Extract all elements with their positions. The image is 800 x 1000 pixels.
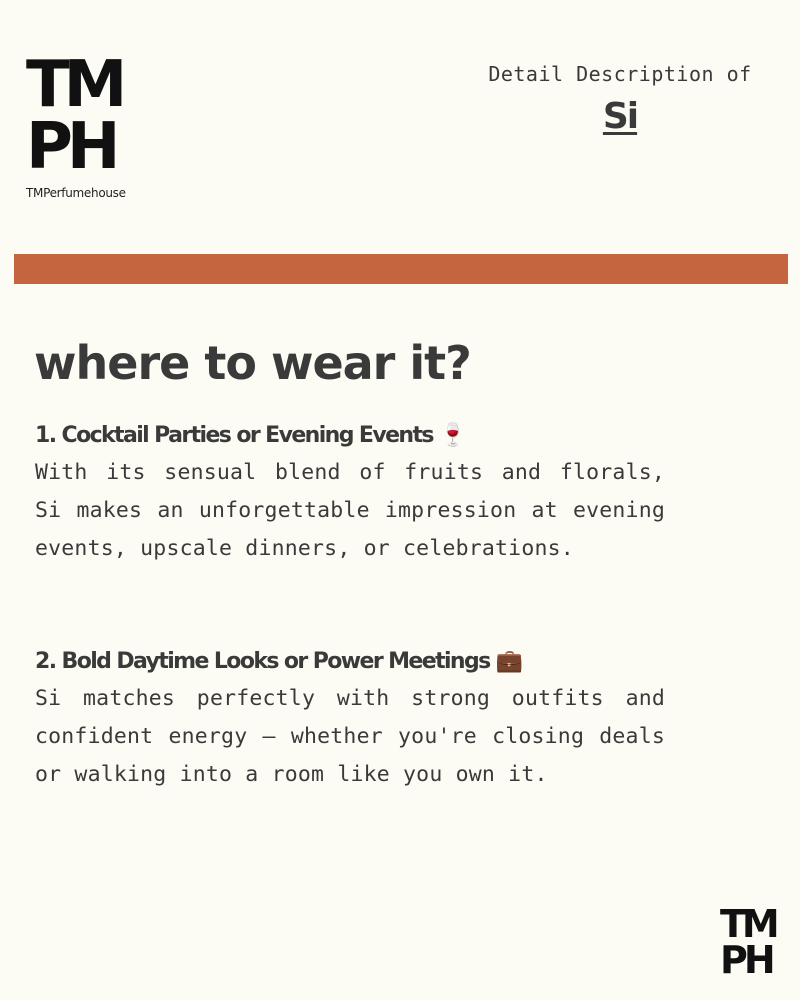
logo-line-1: TM (26, 48, 122, 122)
footer-logo-line-1: TM (720, 902, 776, 946)
footer-logo (720, 902, 786, 982)
brand-caption: TMPerfumehouse (26, 186, 126, 200)
detail-label: Detail Description of (488, 62, 752, 86)
wine-glass-icon: 🍷 (438, 423, 467, 448)
occasion-item (35, 646, 665, 794)
product-name: Si (602, 96, 638, 137)
occasion-title-text: 1. Cocktail Parties or Evening Events (35, 423, 433, 448)
brand-logo (26, 48, 140, 200)
occasion-description: With its sensual blend of fruits and florals, Si makes an unforgettable impression at evening events, upscale dinners, or celebrations. (35, 460, 665, 561)
occasion-title (35, 646, 665, 678)
footer-logo-line-2: PH (720, 938, 772, 982)
occasion-description: Si matches perfectly with strong outfits and confident energy — whether you're closing deals or walking into a room like you own it. (35, 686, 665, 787)
occasion-item (35, 420, 665, 568)
briefcase-icon: 💼 (495, 649, 524, 674)
logo-line-2: PH (26, 110, 115, 184)
accent-divider-bar (14, 254, 788, 284)
occasion-title-text: 2. Bold Daytime Looks or Power Meetings (35, 649, 490, 674)
header-title-block (450, 62, 790, 137)
logo-mark (26, 48, 140, 184)
occasion-title (35, 420, 665, 452)
section-heading: where to wear it? (34, 336, 471, 390)
